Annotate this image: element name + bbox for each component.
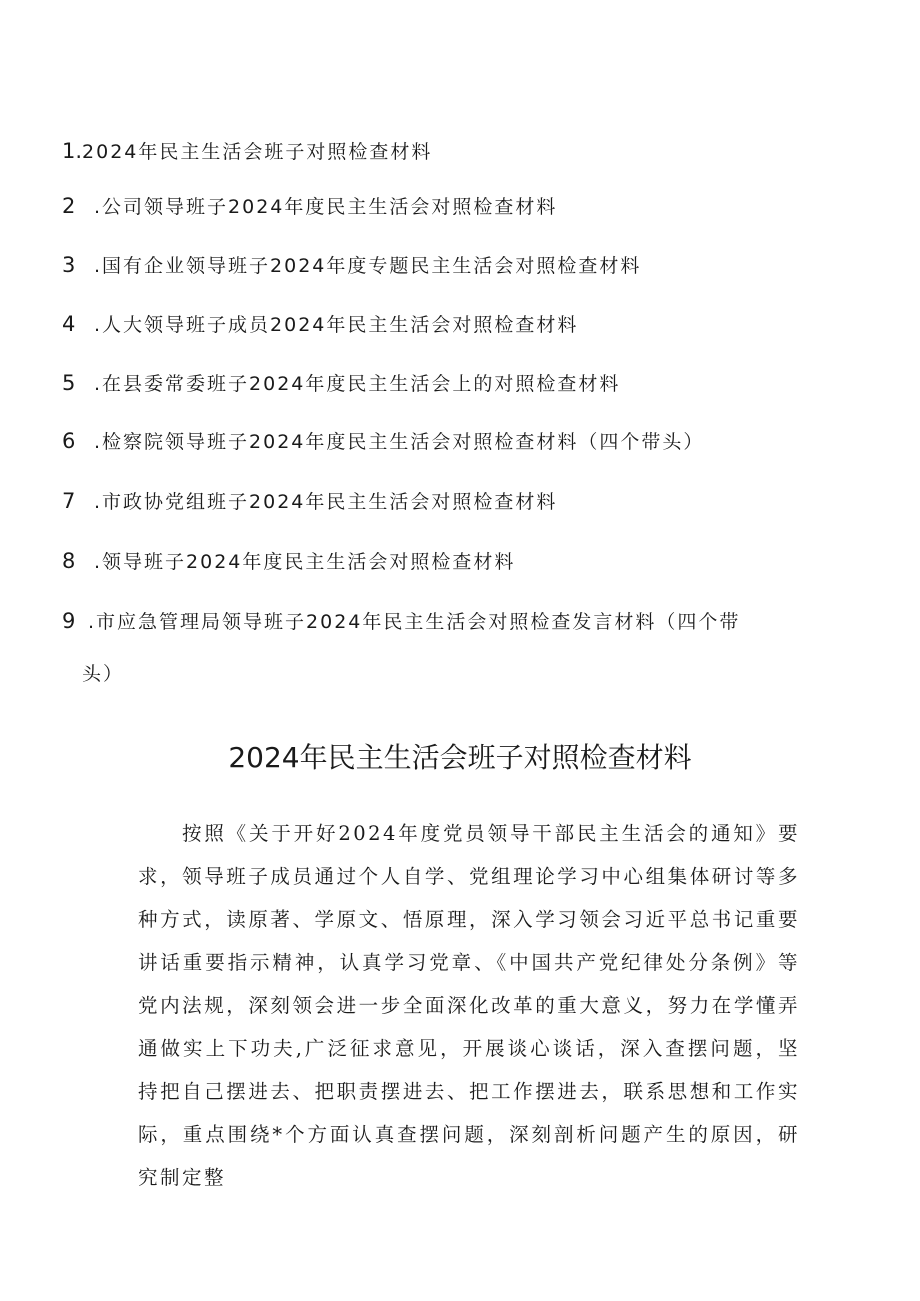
toc-item-8 [62, 549, 515, 574]
toc-item-number: 9 [62, 609, 76, 633]
toc-item-number: 1. [62, 139, 83, 163]
toc-item-1 [62, 139, 432, 164]
toc-item-6 [62, 429, 704, 454]
document-title: 2024年民主生活会班子对照检查材料 [228, 741, 692, 774]
document-paragraph: 按照《关于开好2024年度党员领导干部民主生活会的通知》要求，领导班子成员通过个人自学、党组理论学习中心组集体研讨等多种方式，读原著、学原文、悟原理，深入学习领会习近平总书记重要讲话重要指示精神，认真学习党章、《中国共产党纪律处分条例》等党内法规，深刻领会进一步全面深化改革的重大意义，努力在学懂弄通做实上下功夫,广泛征求意见，开展谈心谈话，深入查摆问题，坚持把自己摆进去、把职责摆进去、把工作摆进去，联系思想和工作实际，重点围绕*个方面认真查摆问题，深刻剖析问题产生的原因，研究制定整 [138, 822, 800, 1189]
toc-item-3 [62, 253, 641, 278]
toc-item-text: .国有企业领导班子2024年度专题民主生活会对照检查材料 [94, 255, 642, 277]
toc-item-text: 2024年民主生活会班子对照检查材料 [82, 141, 433, 163]
toc-item-9-continuation: 头） [82, 663, 125, 685]
toc-item-number: 4 [62, 312, 78, 336]
toc-item-9 [62, 609, 740, 634]
toc-item-2 [62, 194, 557, 219]
toc-item-number: 3 [62, 253, 78, 277]
toc-item-number: 6 [62, 429, 78, 453]
toc-item-5 [62, 371, 620, 396]
toc-item-text: .领导班子2024年度民主生活会对照检查材料 [94, 551, 516, 573]
toc-item-number: 7 [62, 489, 78, 513]
toc-item-number: 8 [62, 549, 78, 573]
toc-item-number: 5 [62, 371, 78, 395]
toc-item-7 [62, 489, 557, 514]
toc-item-text: .在县委常委班子2024年度民主生活会上的对照检查材料 [94, 373, 621, 395]
toc-item-4 [62, 312, 578, 337]
toc-item-text: .市政协党组班子2024年民主生活会对照检查材料 [94, 491, 558, 513]
toc-item-number: 2 [62, 194, 78, 218]
toc-item-text: .市应急管理局领导班子2024年民主生活会对照检查发言材料（四个带 [88, 611, 741, 633]
toc-item-text: .人大领导班子成员2024年民主生活会对照检查材料 [94, 314, 579, 336]
toc-item-text: .检察院领导班子2024年度民主生活会对照检查材料（四个带头） [94, 431, 705, 453]
toc-item-text: .公司领导班子2024年度民主生活会对照检查材料 [94, 196, 558, 218]
